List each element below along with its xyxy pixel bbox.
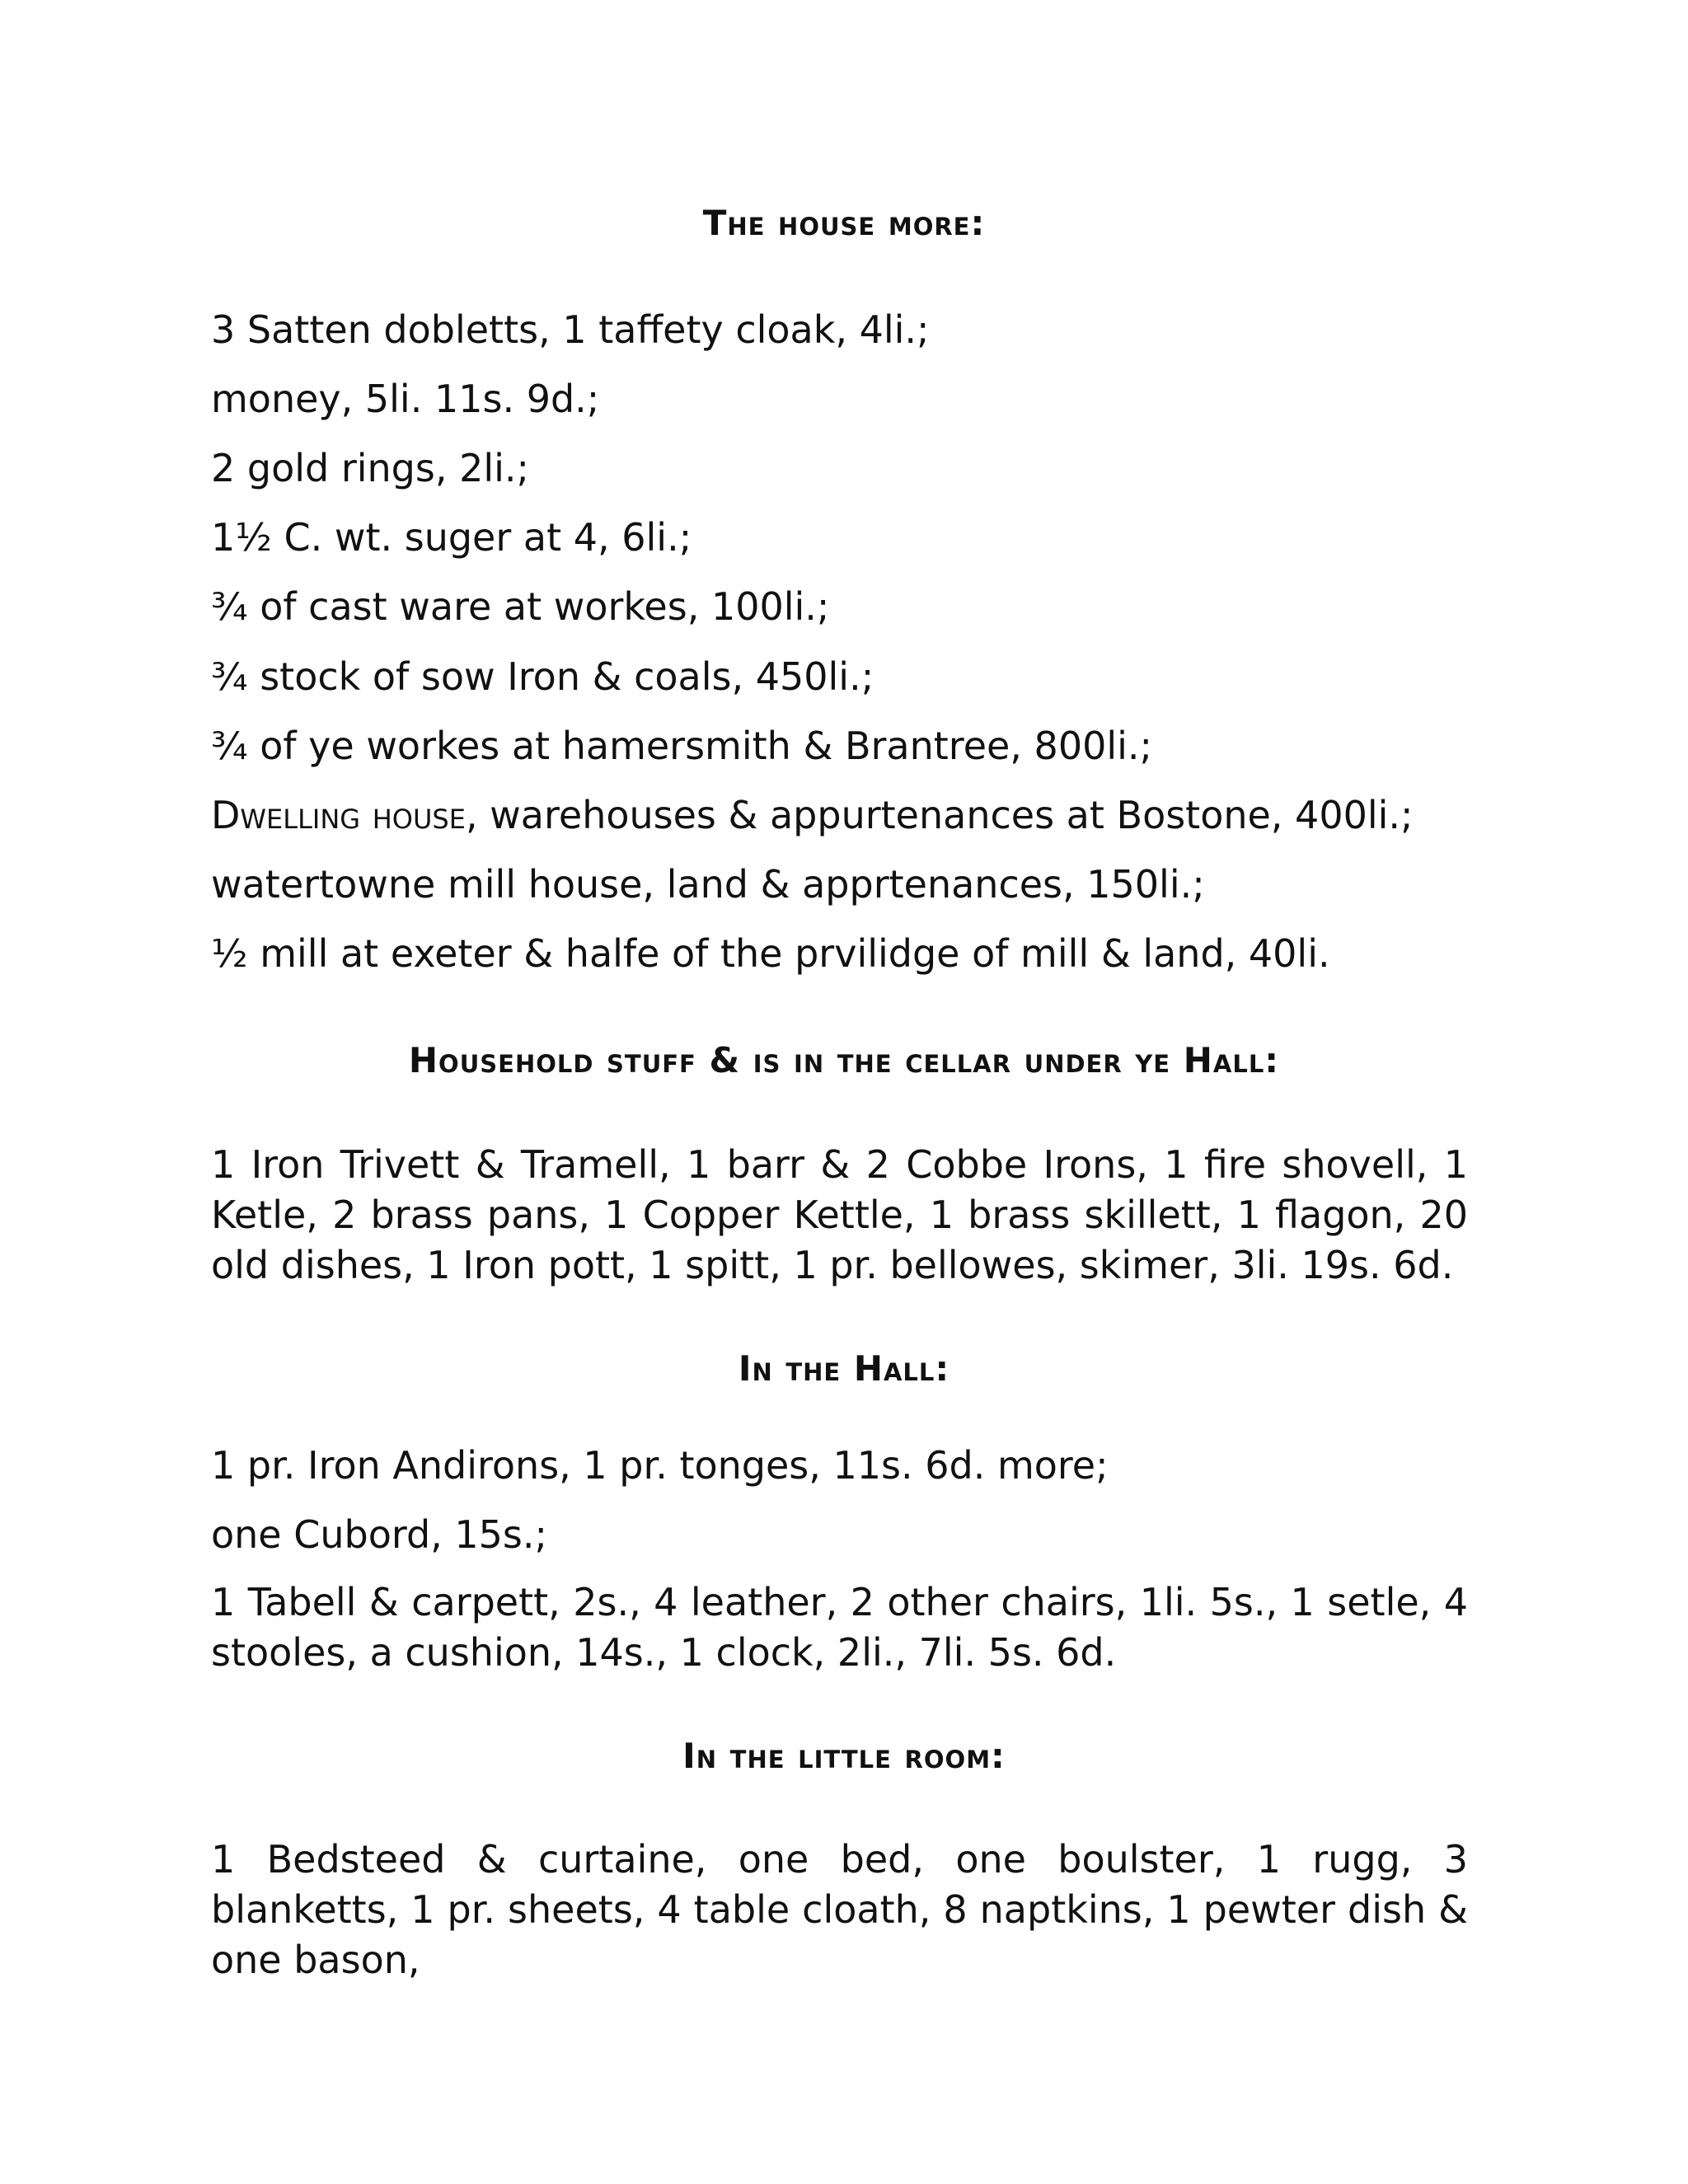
section-heading-cellar: Household stuff & is in the cellar under ye Hall: bbox=[408, 1040, 1280, 1080]
dwelling-house-rest: , warehouses & appurtenances at Bostone, 400li.; bbox=[465, 793, 1414, 837]
inventory-line: one Cubord, 15s.; bbox=[211, 1512, 548, 1557]
inventory-paragraph-hall: 1 Tabell & carpett, 2s., 4 leather, 2 other chairs, 1li. 5s., 1 setle, 4 stooles, a cushion, 14s., 1 clock, 2li., 7li. 5s. 6d. bbox=[211, 1580, 1468, 1675]
dwelling-house-label: Dwelling house bbox=[211, 793, 466, 837]
inventory-line: ¾ of ye workes at hamersmith & Brantree, 800li.; bbox=[211, 724, 1153, 768]
inventory-line: ¾ stock of sow Iron & coals, 450li.; bbox=[211, 654, 874, 699]
section-heading-hall: In the Hall: bbox=[738, 1348, 950, 1389]
inventory-line: 3 Satten dobletts, 1 taffety cloak, 4li.; bbox=[211, 307, 930, 352]
section-heading-little-room: In the little room: bbox=[682, 1736, 1006, 1776]
inventory-paragraph-cellar: 1 Iron Trivett & Tramell, 1 barr & 2 Cobbe Irons, 1 fire shovell, 1 Ketle, 2 brass pans, 1 Copper Kettle, 1 brass skillett, 1 flagon, 20 old dishes, 1 Iron pott, 1 spitt, 1 pr. bellowes, skimer, 3li. 19s. 6d. bbox=[211, 1142, 1468, 1287]
inventory-paragraph-little-room: 1 Bedsteed & curtaine, one bed, one boulster, 1 rugg, 3 blanketts, 1 pr. sheets, 4 table cloath, 8 naptkins, 1 pewter dish & one bason, bbox=[211, 1837, 1468, 1982]
section-heading-house-more: The house more: bbox=[702, 203, 986, 243]
inventory-line: ½ mill at exeter & halfe of the prvilidge of mill & land, 40li. bbox=[211, 931, 1330, 976]
inventory-line: 1 pr. Iron Andirons, 1 pr. tonges, 11s. 6d. more; bbox=[211, 1443, 1109, 1488]
inventory-line: money, 5li. 11s. 9d.; bbox=[211, 377, 600, 421]
inventory-line: watertowne mill house, land & apprtenances, 150li.; bbox=[211, 862, 1205, 907]
inventory-line: 2 gold rings, 2li.; bbox=[211, 446, 530, 490]
inventory-line-dwelling bbox=[211, 793, 1464, 837]
inventory-line: 1½ C. wt. suger at 4, 6li.; bbox=[211, 515, 692, 560]
inventory-line: ¾ of cast ware at workes, 100li.; bbox=[211, 584, 830, 629]
